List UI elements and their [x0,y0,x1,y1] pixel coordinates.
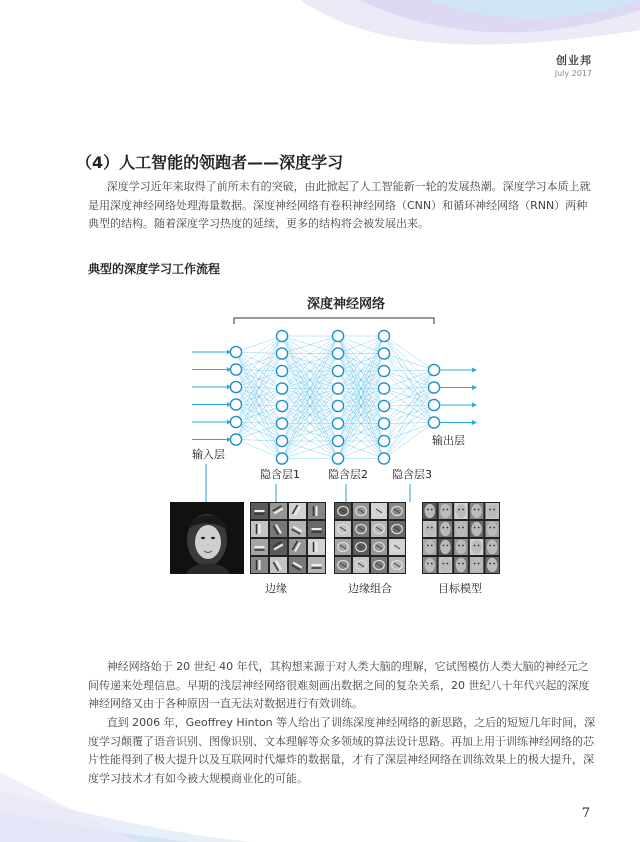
face-shape [471,540,481,555]
hidden-layer-1-label: 隐含层1 [260,468,300,481]
face-eye [489,545,491,547]
face-eye [462,509,464,511]
neuron-node [230,416,241,427]
face-eye [431,527,433,529]
brand-name: 创业邦 [556,54,592,67]
neuron-node [332,383,343,394]
network-bracket [234,318,434,324]
neuron-node [378,383,389,394]
neuron-node [428,417,439,428]
section-title: （4）人工智能的领跑者——深度学习 [76,153,344,172]
face-shape [456,504,466,519]
face-eye [458,509,460,511]
paragraph-intro: 深度学习近年来取得了前所未有的突破，由此掀起了人工智能新一轮的发展热潮。深度学习本质上就是用深度神经网络处理海量数据。深度神经网络有卷积神经网络（CNN）和循环神经网络（RNN）两种典型的结构。随着深度学习热度的延续，更多的结构将会被发展出来。 [88,180,591,230]
neural-network-figure [170,292,500,602]
connection-line [384,370,434,424]
output-arrow-head [472,403,477,408]
face-eye [462,545,464,547]
face-shape [471,522,481,537]
face-eye [443,545,445,547]
face-eye [431,545,433,547]
face-eye [489,509,491,511]
neuron-node [428,364,439,375]
face-shape [487,504,497,519]
figure-subtitle: 典型的深度学习工作流程 [88,262,221,276]
connection-line [384,336,434,370]
output-arrow-head [472,420,477,425]
connection-line [384,388,434,459]
page-number: 7 [581,806,590,821]
neuron-node [332,365,343,376]
neuron-node [378,453,389,464]
face-eye [474,527,476,529]
face-shape [487,558,497,573]
network-title: 深度神经网络 [306,297,386,312]
header-decoration [0,0,640,80]
face-shape [487,540,497,555]
face-eye [474,563,476,565]
face-eye [489,563,491,565]
neuron-node [378,418,389,429]
neuron-node [428,399,439,410]
edge-features-image [250,502,326,574]
face-eye [489,527,491,529]
input-face-image [170,502,244,574]
target-model-image [422,502,500,574]
neuron-node [276,418,287,429]
face-eye [462,527,464,529]
input-layer-label: 输入层 [192,448,225,461]
neuron-node [378,365,389,376]
face-shape [425,540,435,555]
face-eye [462,563,464,565]
face-eye [458,545,460,547]
face-shape [425,522,435,537]
connection-line [384,354,434,371]
face-eye [431,509,433,511]
face-shape [456,522,466,537]
neuron-node [378,330,389,341]
neuron-node [230,381,241,392]
face-eye [458,563,460,565]
neuron-node [378,400,389,411]
face-shape [425,558,435,573]
neuron-node [332,418,343,429]
edge-label: 边缘 [265,582,287,595]
face-eye [443,563,445,565]
face-eye [493,509,495,511]
face-eye [493,563,495,565]
connection-line [236,371,282,440]
face-eye [443,527,445,529]
face-eye [493,527,495,529]
hidden-layer-2-label: 隐含层2 [328,468,368,481]
output-layer-label: 输出层 [432,434,465,447]
neuron-node [230,364,241,375]
face-eye [443,509,445,511]
face-eye [427,563,429,565]
connection-line [236,336,282,440]
face-eye [427,545,429,547]
face-eye [474,545,476,547]
connection-line [384,370,434,389]
face-eye [474,509,476,511]
face-shape [471,558,481,573]
face-eye [447,545,449,547]
header-brand [555,52,592,78]
edge-combination-image [334,502,406,574]
paragraph-breakthrough: 直到 2006 年，Geoffrey Hinton 等人给出了训练深度神经网络的新思路，之后的短短几年时间，深度学习颠覆了语音识别、图像识别、文本理解等众多领域的算法设计思路。再加上用于训练神经网络的芯片性能得到了极大提升以及互联网时代爆炸的数据量，才有了深层神经网络在训练效果上的极大提升，深度学习技术才有如今被大规模商业化的可能。 [88,716,596,785]
face-shape [440,522,450,537]
neuron-node [276,330,287,341]
face-eye [447,527,449,529]
face-eye [493,545,495,547]
face-eye [478,509,480,511]
face-eye [458,527,460,529]
output-arrow-head [472,385,477,390]
face-eye [478,545,480,547]
face-eye [427,509,429,511]
face-eye [431,563,433,565]
edge-combination-label: 边缘组合 [348,582,392,595]
neuron-node [332,435,343,446]
connection-line [236,336,282,370]
connection-line [384,370,434,441]
neuron-node [276,400,287,411]
neuron-node [276,453,287,464]
neuron-node [428,382,439,393]
neuron-node [276,435,287,446]
face-shape [456,558,466,573]
face-shape [440,540,450,555]
neuron-node [276,383,287,394]
face-shape [425,504,435,519]
issue-date: July 2017 [554,69,592,78]
connection-line [384,405,434,459]
face-shape [456,540,466,555]
face-shape [440,558,450,573]
connection-line [384,370,434,406]
neuron-node [378,348,389,359]
face-shape [440,504,450,519]
neuron-node [332,330,343,341]
face-eye [478,563,480,565]
neuron-node [230,399,241,410]
connection-line [384,423,434,459]
neuron-node [378,435,389,446]
neuron-node [332,453,343,464]
face-shape [471,504,481,519]
face-eye [447,563,449,565]
face-eye [478,527,480,529]
connection-line [236,440,282,442]
neuron-node [276,365,287,376]
neuron-node [332,348,343,359]
connection-line [384,370,434,459]
target-model-label: 目标模型 [438,582,482,595]
hidden-layer-3-label: 隐含层3 [392,468,432,481]
face-shape [487,522,497,537]
face-eye [447,509,449,511]
neuron-node [230,346,241,357]
neuron-node [332,400,343,411]
connection-line [236,336,282,405]
output-arrow-head [472,368,477,373]
neuron-node [276,348,287,359]
neuron-node [230,434,241,445]
paragraph-history: 神经网络始于 20 世纪 40 年代，其构想来源于对人类大脑的理解，它试图模仿人类大脑的神经元之间传递来处理信息。早期的浅层神经网络很难刻画出数据之间的复杂关系，20 世纪八十年代兴起的深度神经网络又由于各种原因一直无法对数据进行有效训练。 [88,660,590,710]
face-eye [427,527,429,529]
connection-line [236,406,282,440]
